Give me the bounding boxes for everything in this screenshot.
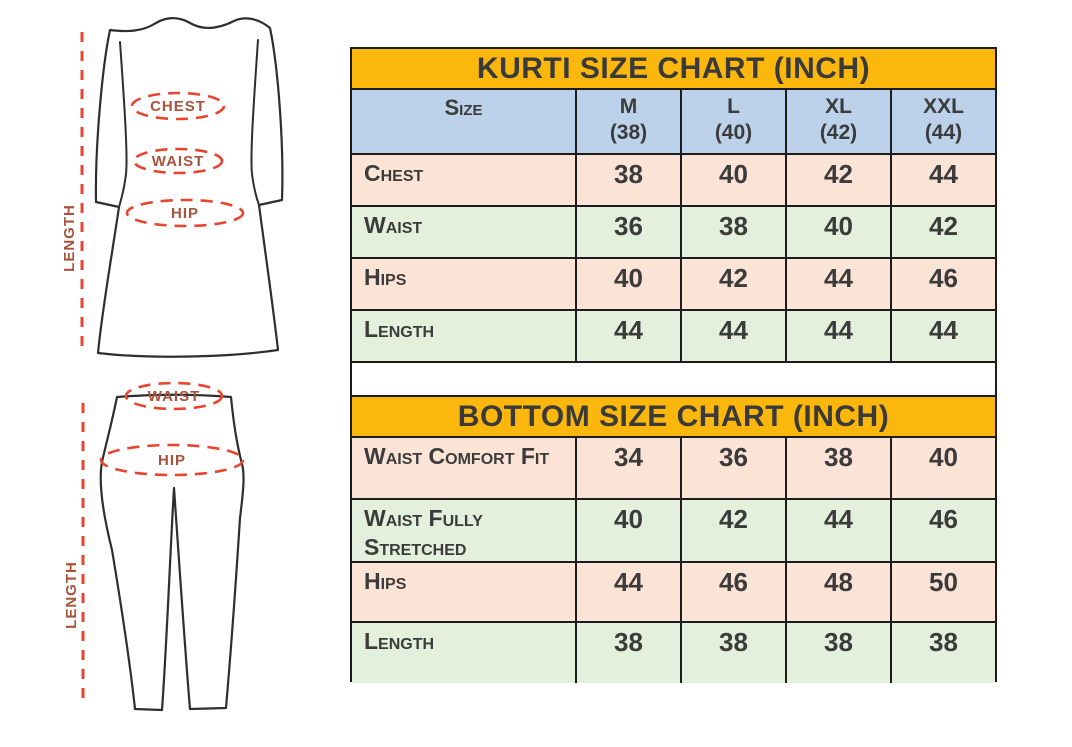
kurti-length-label: LENGTH [61, 204, 78, 272]
table-cell: 36 [680, 438, 785, 498]
row-label: Length [364, 628, 435, 654]
row-label: Waist Fully Stretched [364, 505, 483, 560]
row-label: Waist Comfort Fit [364, 443, 550, 469]
kurti-chest-label: CHEST [150, 98, 206, 115]
kurti-row-chest [352, 153, 995, 205]
bottom-measurement-diagram [38, 370, 340, 742]
table-cell: 38 [785, 438, 890, 498]
table-cell: 34 [575, 438, 680, 498]
bottom-row-length [352, 621, 995, 683]
pants-outline [101, 395, 244, 710]
table-spacer [352, 361, 995, 395]
row-label: Length [364, 316, 435, 342]
table-cell: 44 [785, 500, 890, 562]
table-cell: 44 [890, 155, 995, 205]
size-number: (40) [714, 121, 753, 145]
table-cell: 44 [890, 311, 995, 361]
bottom-row-waist-comfort [352, 436, 995, 498]
row-label: Waist [364, 212, 423, 238]
table-cell: 38 [575, 623, 680, 683]
table-cell: 42 [785, 155, 890, 205]
table-cell: 44 [785, 311, 890, 361]
column-header-xxl [890, 90, 995, 153]
size-code: XXL [923, 95, 964, 118]
table-cell: 40 [785, 207, 890, 257]
kurti-waist-label: WAIST [151, 153, 205, 170]
pants-length-label: LENGTH [63, 561, 80, 629]
size-number: (44) [924, 121, 963, 145]
table-cell: 40 [680, 155, 785, 205]
table-cell: 46 [890, 500, 995, 562]
size-number: (38) [609, 121, 648, 145]
row-label: Hips [364, 264, 407, 290]
table-cell: 38 [680, 207, 785, 257]
table-cell: 44 [785, 259, 890, 309]
kurti-row-hips [352, 257, 995, 309]
size-code: M [619, 95, 638, 118]
table-cell: 50 [890, 563, 995, 621]
bottom-chart-title: BOTTOM SIZE CHART (INCH) [352, 395, 995, 436]
table-cell: 46 [680, 563, 785, 621]
table-cell: 40 [575, 500, 680, 562]
table-cell: 44 [575, 563, 680, 621]
table-cell: 44 [575, 311, 680, 361]
bottom-row-waist-stretched [352, 498, 995, 561]
table-cell: 38 [785, 623, 890, 683]
table-cell: 38 [890, 623, 995, 683]
table-cell: 40 [575, 259, 680, 309]
table-cell: 46 [890, 259, 995, 309]
pants-waist-label: WAIST [147, 388, 201, 405]
size-tables-panel [350, 47, 997, 682]
table-cell: 36 [575, 207, 680, 257]
column-header-l [680, 90, 785, 153]
size-code: L [727, 95, 740, 118]
table-cell: 42 [890, 207, 995, 257]
table-cell: 42 [680, 259, 785, 309]
kurti-measurement-diagram [38, 6, 340, 366]
size-number: (42) [819, 121, 858, 145]
kurti-row-waist [352, 205, 995, 257]
table-cell: 40 [890, 438, 995, 498]
kurti-chart-title: KURTI SIZE CHART (INCH) [352, 49, 995, 88]
row-label: Chest [364, 160, 424, 186]
table-cell: 38 [575, 155, 680, 205]
kurti-row-length [352, 309, 995, 361]
column-header-xl [785, 90, 890, 153]
kurti-hip-label: HIP [170, 205, 200, 222]
column-header-size: Size [444, 95, 483, 120]
table-cell: 44 [680, 311, 785, 361]
size-code: XL [825, 95, 852, 118]
table-cell: 38 [680, 623, 785, 683]
table-cell: 42 [680, 500, 785, 562]
kurti-header-row [352, 88, 995, 153]
column-header-m [575, 90, 680, 153]
row-label: Hips [364, 568, 407, 594]
table-cell: 48 [785, 563, 890, 621]
pants-hip-label: HIP [157, 452, 187, 469]
bottom-row-hips [352, 561, 995, 621]
